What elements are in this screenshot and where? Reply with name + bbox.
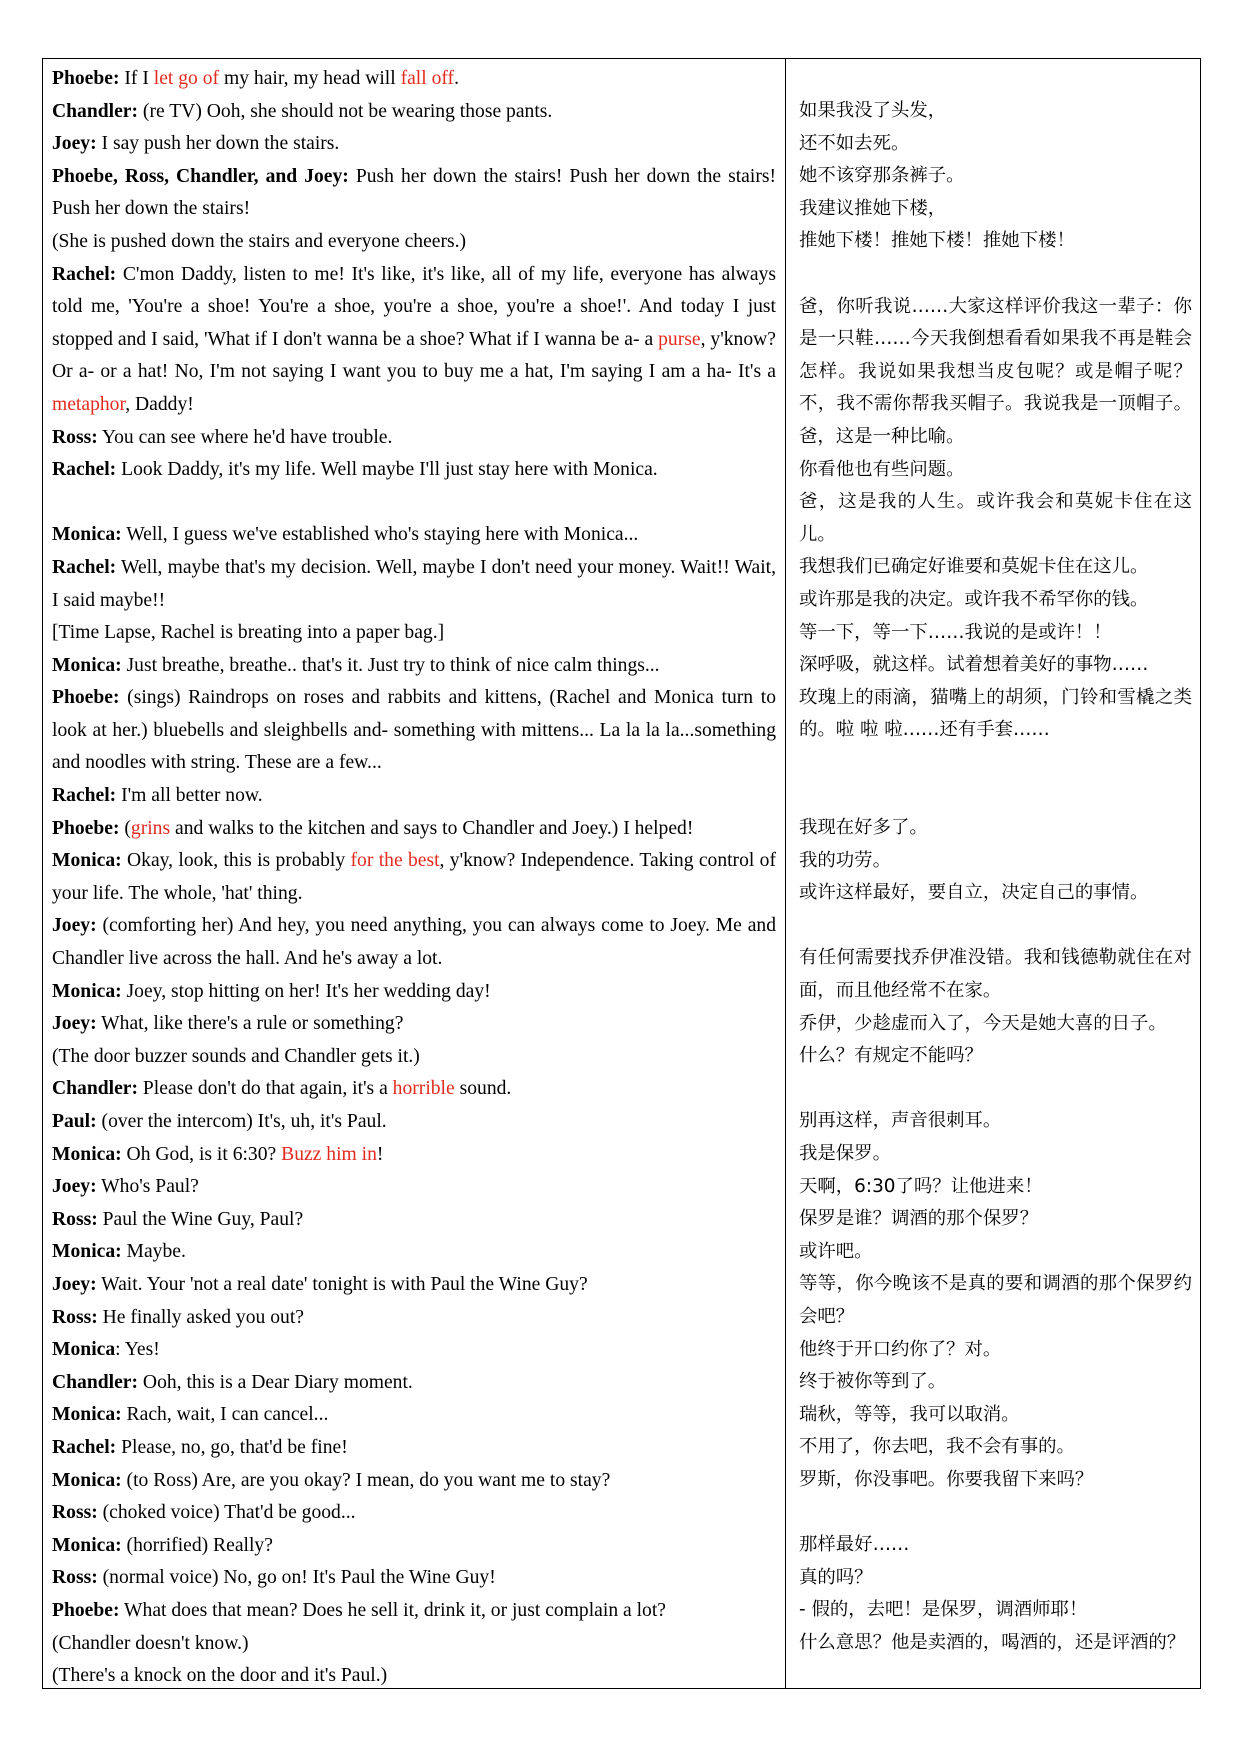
dialogue-line bbox=[52, 845, 776, 910]
stage-direction bbox=[52, 1660, 776, 1693]
translation-line: 如果我没了头发， bbox=[799, 100, 947, 121]
translation-line: 不用了，你去吧，我不会有事的。 bbox=[799, 1436, 1075, 1458]
dialogue-text: (The door buzzer sounds and Chandler gets it.) bbox=[52, 1045, 420, 1067]
dialogue-text: What does that mean? Does he sell it, drink it, or just complain a lot? bbox=[119, 1599, 666, 1621]
script-table bbox=[42, 58, 1201, 1689]
dialogue-text: : Yes! bbox=[115, 1339, 160, 1361]
dialogue-text: Maybe. bbox=[121, 1241, 186, 1263]
dialogue-text: Well, I guess we've established who's staying here with Monica... bbox=[121, 524, 639, 546]
dialogue-line bbox=[52, 1171, 776, 1204]
dialogue-line bbox=[52, 1008, 776, 1041]
stage-direction bbox=[52, 1628, 776, 1661]
speaker-name: Chandler: bbox=[52, 1371, 139, 1393]
translation-line: 保罗是谁？调酒的那个保罗？ bbox=[799, 1208, 1039, 1230]
dialogue-line bbox=[52, 910, 776, 975]
dialogue-line bbox=[52, 519, 776, 552]
speaker-name: Phoebe: bbox=[52, 68, 120, 89]
dialogue-line bbox=[52, 454, 776, 487]
translation-line: 别再这样，声音很刺耳。 bbox=[799, 1110, 1002, 1132]
dialogue-text: (She is pushed down the stairs and everyone cheers.) bbox=[52, 230, 467, 252]
dialogue-text: ( bbox=[119, 817, 131, 839]
speaker-name: Joey: bbox=[52, 1013, 97, 1035]
dialogue-line bbox=[52, 1399, 776, 1432]
dialogue-line bbox=[52, 1236, 776, 1269]
dialogue-text: Who's Paul? bbox=[96, 1176, 199, 1198]
translation-line: 爸，这是我的人生。或许我会和莫妮卡住在这儿。 bbox=[799, 491, 1192, 545]
blank-line bbox=[799, 910, 1192, 943]
dialogue-text: , Daddy! bbox=[125, 393, 194, 415]
blank-line bbox=[799, 258, 1192, 291]
dialogue-line bbox=[52, 1302, 776, 1335]
translation-line: 还不如去死。 bbox=[799, 132, 910, 154]
speaker-name: Monica: bbox=[52, 1404, 122, 1426]
speaker-name: Rachel: bbox=[52, 459, 117, 481]
dialogue-text: Please, no, go, that'd be fine! bbox=[116, 1436, 348, 1458]
dialogue-text: (to Ross) Are, are you okay? I mean, do you want me to stay? bbox=[121, 1469, 611, 1491]
translation-line: 我现在好多了。 bbox=[799, 817, 928, 839]
speaker-name: Monica: bbox=[52, 1241, 122, 1263]
dialogue-text: I say push her down the stairs. bbox=[96, 133, 340, 155]
translation-line: 终于被你等到了。 bbox=[799, 1371, 947, 1393]
translation-line: 等一下，等一下……我说的是或许！！ bbox=[799, 621, 1112, 643]
highlighted-phrase: horrible bbox=[392, 1078, 455, 1100]
dialogue-line bbox=[52, 976, 776, 1009]
translation-line: 他终于开口约你了？对。 bbox=[799, 1338, 1002, 1360]
dialogue-text: Please don't do that again, it's a bbox=[138, 1078, 393, 1100]
dialogue-line bbox=[52, 422, 776, 455]
translation-line: 什么？有规定不能吗？ bbox=[799, 1045, 983, 1067]
dialogue-line bbox=[52, 1497, 776, 1530]
dialogue-text: (re TV) Ooh, she should not be wearing those pants. bbox=[138, 100, 553, 122]
dialogue-text: Ooh, this is a Dear Diary moment. bbox=[138, 1371, 413, 1393]
dialogue-line bbox=[52, 128, 776, 161]
dialogue-line bbox=[52, 1139, 776, 1172]
speaker-name: Rachel: bbox=[52, 556, 117, 578]
translation-line: 或许吧。 bbox=[799, 1240, 873, 1262]
speaker-name: Ross: bbox=[52, 1567, 98, 1589]
blank-line bbox=[799, 779, 1192, 812]
translation-line: 有任何需要找乔伊准没错。我和钱德勒就住在对面，而且他经常不在家。 bbox=[799, 947, 1192, 1002]
dialogue-line bbox=[52, 1530, 776, 1563]
dialogue-line bbox=[52, 682, 776, 780]
speaker-name: Rachel: bbox=[52, 785, 117, 807]
dialogue-line bbox=[52, 1106, 776, 1139]
highlighted-phrase: grins bbox=[130, 817, 171, 839]
dialogue-line bbox=[52, 813, 776, 846]
speaker-name: Rachel: bbox=[52, 1436, 117, 1458]
translation-line: 爸，你听我说……大家这样评价我这一辈子：你是一只鞋……今天我倒想看看如果我不再是鞋会怎样。我说如果我想当皮包呢？或是帽子呢？不，我不需你帮我买帽子。我说我是一顶帽子。爸，这是一种比喻。 bbox=[799, 295, 1192, 447]
dialogue-text: Wait. Your 'not a real date' tonight is with Paul the Wine Guy? bbox=[96, 1273, 588, 1295]
speaker-name: Ross: bbox=[52, 1306, 98, 1328]
translation-line: 玫瑰上的雨滴，猫嘴上的胡须，门铃和雪橇之类的。啦 啦 啦……还有手套…… bbox=[799, 686, 1192, 741]
dialogue-text: ! bbox=[376, 1143, 384, 1165]
translation-line: 或许这样最好，要自立，决定自己的事情。 bbox=[799, 882, 1149, 904]
dialogue-text: , y'know? Or a- or a hat! No, I'm not saying I want you to buy me a hat, I'm saying I am a ha- It's a bbox=[52, 328, 776, 383]
speaker-name: Chandler: bbox=[52, 100, 139, 122]
highlighted-phrase: Buzz him in bbox=[281, 1143, 377, 1165]
dialogue-text: Rach, wait, I can cancel... bbox=[121, 1404, 329, 1426]
dialogue-text: Joey, stop hitting on her! It's her wedding day! bbox=[121, 980, 491, 1002]
stage-direction bbox=[52, 1041, 776, 1074]
translation-line: 或许那是我的决定。或许我不希罕你的钱。 bbox=[799, 588, 1149, 610]
speaker-name: Paul: bbox=[52, 1111, 97, 1132]
dialogue-line bbox=[52, 1334, 776, 1367]
translation-line: 我想我们已确定好谁要和莫妮卡住在这儿。 bbox=[799, 556, 1149, 578]
dialogue-line bbox=[52, 259, 776, 422]
speaker-name: Monica: bbox=[52, 850, 122, 872]
speaker-name: Monica: bbox=[52, 1469, 122, 1491]
translation-line: 你看他也有些问题。 bbox=[799, 458, 965, 480]
highlighted-phrase: let go of bbox=[153, 68, 220, 89]
speaker-name: Joey: bbox=[52, 915, 97, 937]
dialogue-line bbox=[52, 161, 776, 226]
dialogue-text: and walks to the kitchen and says to Chandler and Joey.) I helped! bbox=[170, 817, 694, 839]
dialogue-text: You can see where he'd have trouble. bbox=[97, 426, 393, 448]
blank-line bbox=[799, 747, 1192, 780]
dialogue-text: , y'know? Independence. Taking control of your life. The whole, 'hat' thing. bbox=[52, 850, 776, 904]
translation-line: 我是保罗。 bbox=[799, 1143, 891, 1164]
speaker-name: Ross: bbox=[52, 1208, 98, 1230]
translation-line: 我的功劳。 bbox=[799, 849, 891, 871]
speaker-name: Monica: bbox=[52, 524, 122, 546]
translation-line: - 假的，去吧！是保罗，调酒师耶！ bbox=[799, 1599, 1088, 1621]
dialogue-line bbox=[52, 1562, 776, 1595]
dialogue-text: sound. bbox=[454, 1078, 512, 1100]
dialogue-text: Okay, look, this is probably bbox=[121, 850, 351, 872]
dialogue-text: (There's a knock on the door and it's Paul.) bbox=[52, 1665, 388, 1687]
dialogue-text: (choked voice) That'd be good... bbox=[97, 1502, 356, 1524]
dialogue-text: (sings) Raindrops on roses and rabbits and kittens, (Rachel and Monica turn to look at her.) bluebells and sleighbells and- something with mittens... La la la la...something and noodles with string. These are a few... bbox=[52, 687, 776, 774]
stage-direction bbox=[52, 226, 776, 259]
dialogue-text: He finally asked you out? bbox=[97, 1306, 304, 1328]
dialogue-text: C'mon Daddy, listen to me! It's like, it's like, all of my life, everyone has always told me, 'You're a shoe! You're a shoe, you're a shoe, you're a shoe!'. And today I just stopped and I said, 'What if I don't wanna be a shoe? What if I wanna be a- a bbox=[52, 263, 776, 350]
chinese-translation-column bbox=[786, 59, 1200, 1688]
dialogue-line bbox=[52, 96, 776, 129]
speaker-name: Rachel: bbox=[52, 263, 117, 285]
highlighted-phrase: metaphor bbox=[52, 393, 126, 415]
speaker-name: Monica: bbox=[52, 654, 122, 676]
translation-line: 什么意思？他是卖酒的，喝酒的，还是评酒的？ bbox=[799, 1631, 1186, 1653]
translation-line: 天啊，6:30了吗？让他进来！ bbox=[799, 1175, 1043, 1197]
dialogue-text: If I bbox=[119, 68, 154, 89]
speaker-name: Joey: bbox=[52, 133, 97, 155]
dialogue-line bbox=[52, 780, 776, 813]
dialogue-line bbox=[52, 1073, 776, 1106]
stage-direction bbox=[52, 617, 776, 650]
dialogue-line bbox=[52, 1465, 776, 1498]
translation-line: 等等，你今晚该不是真的要和调酒的那个保罗约会吧？ bbox=[799, 1273, 1192, 1327]
translation-line: 推她下楼！推她下楼！推她下楼！ bbox=[799, 230, 1075, 252]
speaker-name: Ross: bbox=[52, 426, 98, 448]
dialogue-text: (normal voice) No, go on! It's Paul the Wine Guy! bbox=[97, 1567, 496, 1589]
speaker-name: Chandler: bbox=[52, 1078, 139, 1100]
speaker-name: Phoebe: bbox=[52, 687, 120, 709]
dialogue-text: (comforting her) And hey, you need anything, you can always come to Joey. Me and Chandler live across the hall. And he's away a lot. bbox=[52, 915, 776, 970]
dialogue-text: Push her down the stairs! Push her down the stairs! Push her down the stairs! bbox=[52, 165, 776, 220]
speaker-name: Monica bbox=[52, 1339, 116, 1361]
translation-line: 她不该穿那条裤子。 bbox=[799, 165, 965, 187]
english-dialogue-column bbox=[43, 59, 786, 1688]
dialogue-line bbox=[52, 1367, 776, 1400]
dialogue-text: [Time Lapse, Rachel is breating into a paper bag.] bbox=[52, 622, 445, 644]
dialogue-line bbox=[52, 1595, 776, 1628]
blank-line bbox=[799, 1497, 1192, 1530]
translation-line: 乔伊，少趁虚而入了，今天是她大喜的日子。 bbox=[799, 1012, 1167, 1034]
speaker-name: Monica: bbox=[52, 980, 122, 1002]
dialogue-text: Oh God, is it 6:30? bbox=[121, 1143, 282, 1165]
translation-line: 我建议推她下楼， bbox=[799, 197, 947, 219]
speaker-name: Phoebe, Ross, Chandler, and Joey: bbox=[52, 165, 349, 187]
speaker-name: Phoebe: bbox=[52, 1599, 120, 1621]
highlighted-phrase: purse bbox=[658, 328, 701, 350]
translation-line: 真的吗？ bbox=[799, 1566, 873, 1588]
dialogue-text: Just breathe, breathe.. that's it. Just try to think of nice calm things... bbox=[121, 654, 660, 676]
dialogue-line bbox=[52, 1204, 776, 1237]
dialogue-text: (Chandler doesn't know.) bbox=[52, 1632, 249, 1654]
dialogue-line bbox=[52, 552, 776, 617]
speaker-name: Joey: bbox=[52, 1273, 97, 1295]
translation-line: 那样最好…… bbox=[799, 1534, 910, 1556]
speaker-name: Monica: bbox=[52, 1143, 122, 1165]
speaker-name: Phoebe: bbox=[52, 817, 120, 839]
speaker-name: Monica: bbox=[52, 1534, 122, 1556]
dialogue-line bbox=[52, 650, 776, 683]
dialogue-text: Look Daddy, it's my life. Well maybe I'll just stay here with Monica. bbox=[116, 459, 658, 481]
highlighted-phrase: for the best bbox=[350, 850, 440, 872]
blank-line bbox=[799, 1073, 1192, 1106]
dialogue-text: my hair, my head will bbox=[219, 68, 401, 89]
translation-line: 深呼吸，就这样。试着想着美好的事物…… bbox=[799, 654, 1149, 676]
dialogue-line bbox=[52, 1432, 776, 1465]
dialogue-line bbox=[52, 63, 776, 96]
blank-line bbox=[52, 487, 776, 520]
translation-line: 罗斯，你没事吧。你要我留下来吗？ bbox=[799, 1468, 1094, 1490]
dialogue-text: I'm all better now. bbox=[116, 785, 263, 807]
dialogue-text: Paul the Wine Guy, Paul? bbox=[97, 1208, 304, 1230]
dialogue-text: (over the intercom) It's, uh, it's Paul. bbox=[96, 1111, 387, 1132]
speaker-name: Joey: bbox=[52, 1176, 97, 1198]
speaker-name: Ross: bbox=[52, 1502, 98, 1524]
dialogue-text: Well, maybe that's my decision. Well, maybe I don't need your money. Wait!! Wait, I said maybe!! bbox=[52, 556, 776, 611]
dialogue-text: (horrified) Really? bbox=[121, 1534, 273, 1556]
dialogue-line bbox=[52, 1269, 776, 1302]
translation-line: 瑞秋，等等，我可以取消。 bbox=[799, 1403, 1020, 1425]
dialogue-text: What, like there's a rule or something? bbox=[96, 1013, 404, 1035]
dialogue-text: . bbox=[454, 68, 459, 89]
highlighted-phrase: fall off bbox=[400, 68, 455, 89]
